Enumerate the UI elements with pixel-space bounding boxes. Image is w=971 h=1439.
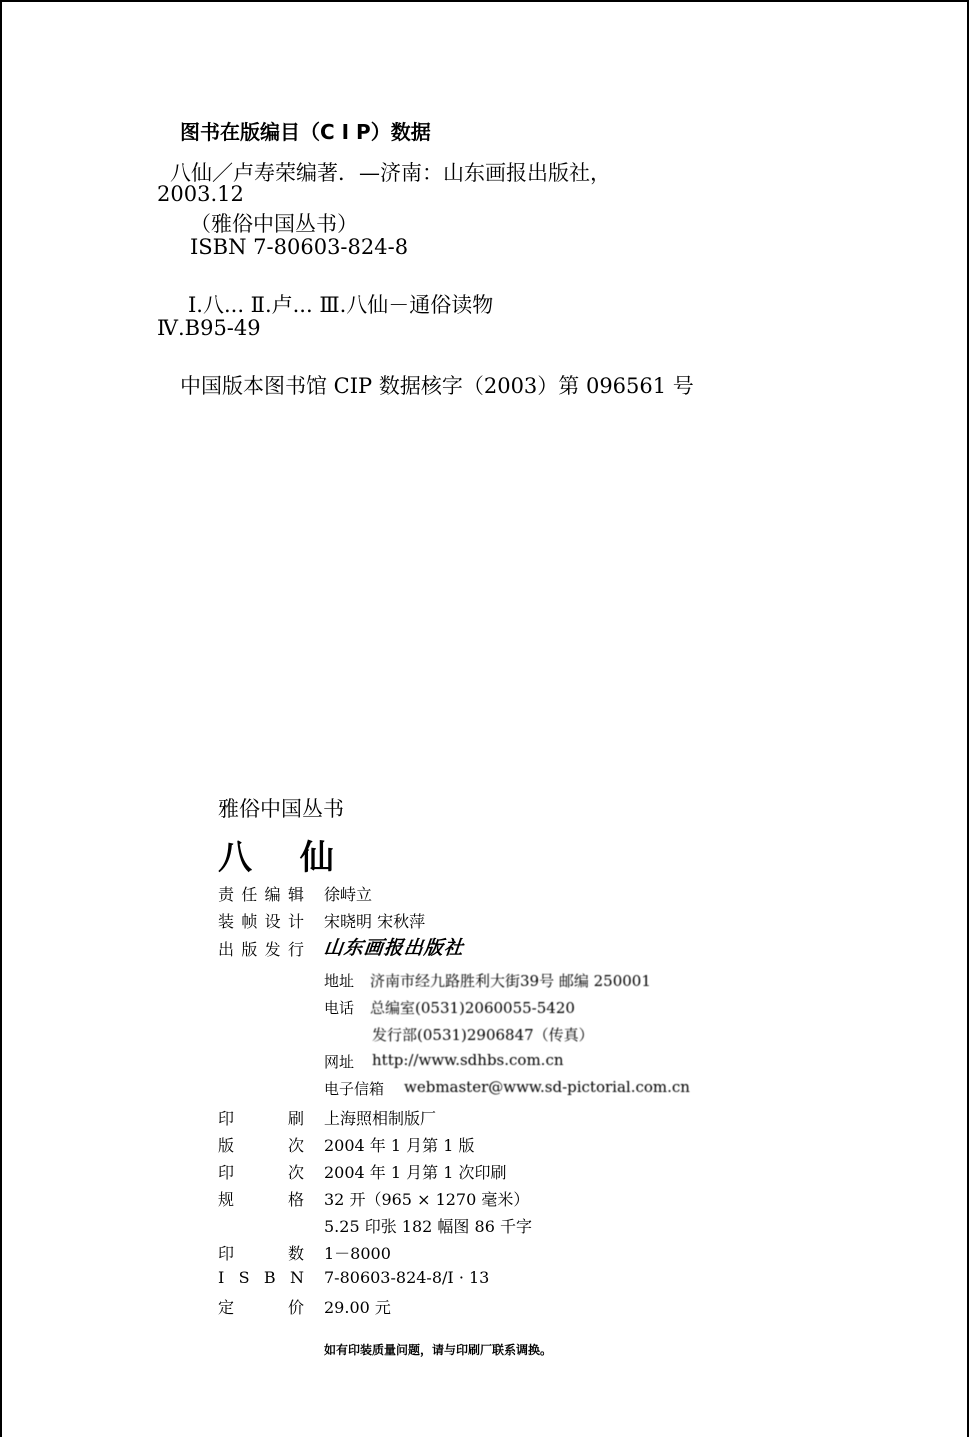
price-value: 29.00 元 — [324, 1298, 391, 1317]
address-label: 地址 — [324, 972, 355, 990]
design-label: 装帧设计 — [218, 912, 304, 931]
format-details: 5.25 印张 182 幅图 86 千字 — [324, 1217, 532, 1236]
printer-row — [218, 1106, 437, 1129]
series-name: 雅俗中国丛书 — [218, 797, 344, 821]
publisher-stamp: 山东画报出版社 — [322, 937, 466, 959]
printer-value: 上海照相制版厂 — [324, 1109, 437, 1128]
edition-value: 2004 年 1 月第 1 版 — [324, 1136, 475, 1155]
publisher-row — [218, 937, 466, 960]
book-title: 八 仙 — [218, 838, 352, 878]
copies-row — [218, 1241, 391, 1264]
phone-distribution: 发行部(0531)2906847（传真） — [372, 1026, 594, 1044]
cip-heading: 图书在版编目（C I P）数据 — [180, 120, 431, 144]
price-row — [218, 1295, 391, 1318]
copies-label: 印 数 — [218, 1244, 304, 1263]
email-label: 电子信箱 — [324, 1080, 385, 1098]
cip-approval-number: 中国版本图书馆 CIP 数据核字（2003）第 096561 号 — [180, 374, 694, 398]
email-value: webmaster@www.sd-pictorial.com.cn — [404, 1078, 690, 1096]
address-value: 济南市经九路胜利大街39号 邮编 250001 — [370, 972, 651, 990]
printing-label: 印 次 — [218, 1163, 304, 1182]
printing-row — [218, 1160, 507, 1183]
format-value: 32 开（965 × 1270 毫米） — [324, 1190, 530, 1209]
publisher-label: 出版发行 — [218, 940, 304, 959]
editor-label: 责任编辑 — [218, 885, 304, 904]
printing-value: 2004 年 1 月第 1 次印刷 — [324, 1163, 507, 1182]
design-row — [218, 909, 426, 932]
design-value: 宋晓明 宋秋萍 — [324, 912, 426, 931]
editor-value: 徐峙立 — [324, 885, 373, 904]
edition-label: 版 次 — [218, 1136, 304, 1155]
editor-row — [218, 882, 373, 905]
copies-value: 1－8000 — [324, 1244, 391, 1263]
cip-author-line: 八仙／卢寿荣编著．—济南：山东画报出版社， — [170, 161, 611, 185]
printer-label: 印 刷 — [218, 1109, 304, 1128]
isbn-row — [218, 1268, 490, 1287]
price-label: 定 价 — [218, 1298, 304, 1317]
format-label: 规 格 — [218, 1190, 304, 1209]
edition-row — [218, 1133, 475, 1156]
cip-isbn-line: ISBN 7-80603-824-8 — [190, 235, 409, 259]
quality-notice: 如有印装质量问题，请与印刷厂联系调换。 — [324, 1343, 553, 1357]
phone-editorial: 总编室(0531)2060055-5420 — [370, 999, 575, 1017]
isbn-value: 7-80603-824-8/I · 13 — [324, 1268, 490, 1287]
cip-subject-line: Ⅰ.八... Ⅱ.卢... Ⅲ.八仙－通俗读物 — [188, 293, 494, 317]
phone-label: 电话 — [324, 999, 355, 1017]
cip-series-line: （雅俗中国丛书） — [190, 212, 358, 236]
website-label: 网址 — [324, 1053, 355, 1071]
cip-classification-line: Ⅳ.B95-49 — [157, 316, 261, 340]
isbn-label: I S B N — [218, 1268, 304, 1287]
cip-date-line: 2003.12 — [157, 182, 244, 206]
format-row — [218, 1187, 530, 1210]
website-value: http://www.sdhbs.com.cn — [372, 1051, 564, 1069]
